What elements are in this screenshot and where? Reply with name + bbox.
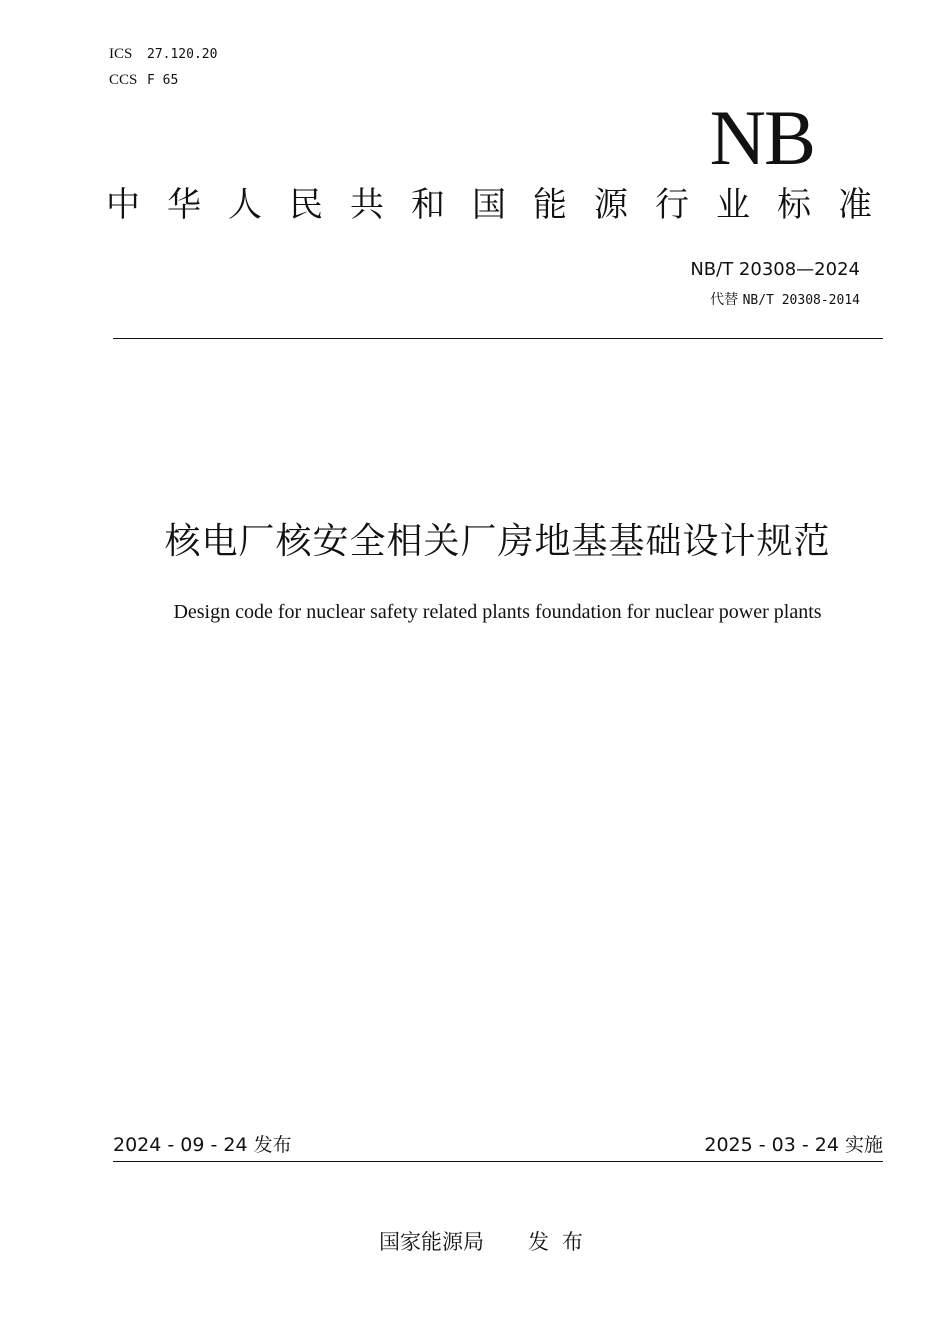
- standard-number: NB/T 20308—2024: [690, 259, 860, 280]
- document-title-english: Design code for nuclear safety related plants foundation for nuclear power plants: [173, 601, 822, 623]
- implementation-date: 2025 - 03 - 24 实施: [704, 1134, 883, 1156]
- document-title-chinese: 核电厂核安全相关厂房地基基础设计规范: [164, 521, 831, 562]
- ics-label: ICS: [109, 46, 133, 62]
- industry-standard-heading: 中华人民共和国能源行业标准: [106, 185, 899, 225]
- bottom-divider: [113, 1161, 883, 1162]
- replaces-standard: [710, 291, 860, 310]
- ics-code: [109, 46, 217, 63]
- issuer-action: 发布: [528, 1230, 596, 1254]
- ccs-label: CCS: [109, 72, 138, 88]
- top-divider: [113, 338, 883, 339]
- issuer: [379, 1228, 596, 1256]
- nb-logo: NB: [709, 94, 814, 181]
- issue-date: 2024 - 09 - 24 发布: [113, 1134, 292, 1156]
- ccs-value: F 65: [147, 73, 179, 88]
- issuer-name: 国家能源局: [379, 1230, 484, 1254]
- ccs-code: [109, 72, 178, 89]
- replaces-prefix: 代替: [710, 292, 739, 308]
- replaces-number: NB/T 20308-2014: [742, 293, 860, 308]
- ics-value: 27.120.20: [147, 47, 218, 62]
